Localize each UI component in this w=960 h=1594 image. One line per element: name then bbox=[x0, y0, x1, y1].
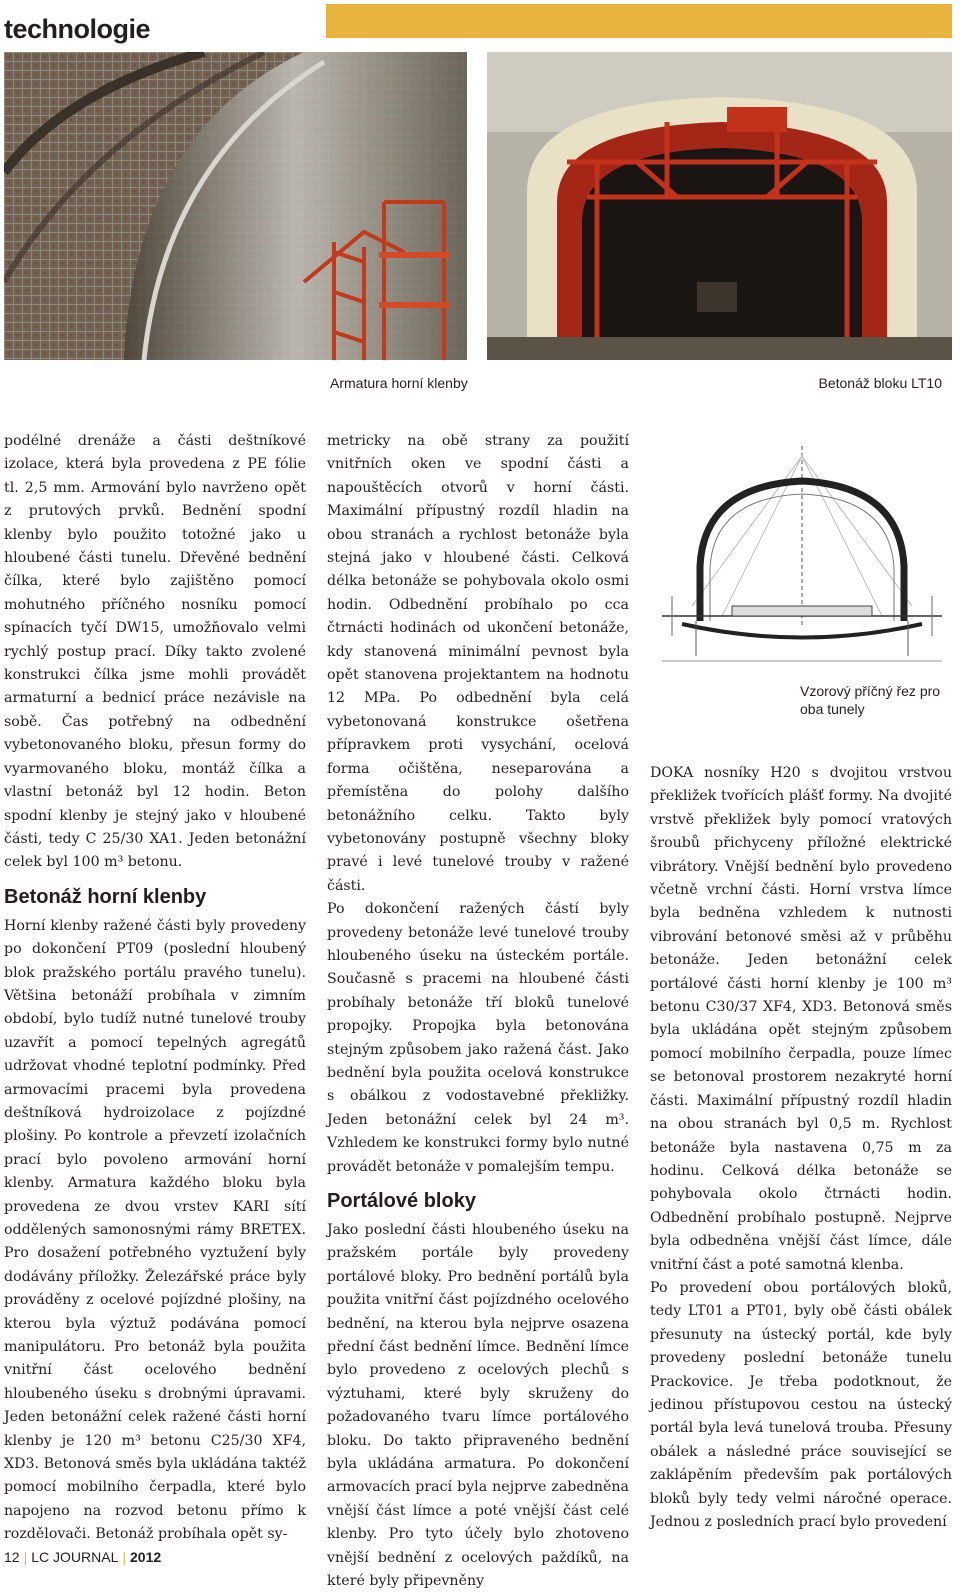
heading-horni-klenby: Betonáž horní klenby bbox=[4, 885, 207, 908]
tunnel-cross-section-diagram bbox=[652, 446, 952, 676]
page-number: 12 bbox=[4, 1549, 20, 1565]
text-column-2 bbox=[327, 430, 629, 1594]
paragraph: Po dokončení ražených částí byly provedeny betonáže levé tunelové trouby hloubeného úseku na ústeckém portále. Současně s pracemi na hloubené části probíhaly betonáže tří bloků tunelové propojky. Propojka byla betonována stejným způsobem jako ražená část. Jako bednění byla použita ocelová konstrukce s obálkou z vodostavebné překližky. Jeden betonážní celek byl 24 m³. Vzhledem ke konstrukci formy bylo nutné provádět betonáže v pomalejším tempu. bbox=[327, 901, 629, 1175]
paragraph: Po provedení obou portálových bloků, tedy LT01 a PT01, byly obě části obálek přesunuty na ústecký portál, kde byly provedeny poslední betonáže tunelu Prackovice. Je třeba podotknout, že jedinou přístupovou cestou na ústecký portál byla levá tunelová trouba. Přesuny obálek a následné práce související se zaklápěním především pak portálových bloků byly tedy velmi náročné operace. Jednou z posledních prací bylo provedení bbox=[650, 1279, 952, 1530]
caption-cross-section: Vzorový příčný řez pro oba tunely bbox=[800, 683, 941, 717]
text-column-3 bbox=[650, 762, 952, 1534]
header-accent-bar bbox=[326, 4, 952, 38]
section-label: technologie bbox=[4, 14, 151, 44]
heading-portalove-bloky: Portálové bloky bbox=[327, 1190, 476, 1212]
caption-reinforcement-photo: Armatura horní klenby bbox=[330, 375, 468, 391]
tunnel-portal-photo bbox=[487, 52, 952, 360]
tunnel-reinforcement-photo bbox=[4, 52, 467, 360]
page-footer bbox=[4, 1549, 161, 1565]
paragraph: metricky na obě strany za použití vnitřních oken ve spodní části a napouštěcích otvorů v horní části. Maximální přípustný rozdíl hladin na obou stranách a rychlost betonáže byla stejná jako v hloubené části. Celková délka betonáže se pohybovala okolo osmi hodin. Odbednění probíhalo po cca čtrnácti hodinách od ukončení betonáže, kdy stanovená minimální pevnost byla opět stanovena projektantem na hodnotu 12 MPa. Po odbednění byla celá vybetonovaná konstrukce ošetřena přípravkem proti vysychání, ocelová forma očištěna, neseparována a přemístěna do polohy dalšího betonážního celku. Takto byly vybetonovány postupně všechny bloky pravé i levé tunelové trouby v ražené části. bbox=[327, 433, 629, 894]
footer-separator: | bbox=[23, 1549, 28, 1565]
paragraph: Jako poslední části hloubeného úseku na pražském portále byly provedeny portálové bloky. Pro bednění portálů byla použita vnitřní část pojízdného ocelového bednění, na kterou byla nejprve osazena přední část bednění límce. Bednění límce bylo provedeno z ocelových plechů s výztuhami, které byly skruženy do požadovaného tvaru límce portálového bloku. Do takto připraveného bednění byla ukládána armatura. Po dokončení armovacích prací byla nejprve zabedněna vnější část límce a poté vnější část celé klenby. Pro tyto účely bylo zhotoveno vnější bednění z ocelových paždíků, na které byly připevněny bbox=[327, 1222, 629, 1590]
caption-portal-photo: Betonáž bloku LT10 bbox=[818, 375, 942, 391]
text-column-1 bbox=[4, 430, 306, 1547]
journal-name: LC JOURNAL bbox=[31, 1549, 119, 1565]
paragraph: DOKA nosníky H20 s dvojitou vrstvou překližek tvořících plášť formy. Na dvojité vrstvě překližek byly pomocí vratových šroubů přichyceny příložné elektrické vibrátory. Vnější bednění bylo provedeno včetně vrchní části. Horní vrstva límce byla bedněna vzhledem k nutnosti vibrování betonové směsi až v průběhu betonáže. Jeden betonážní celek portálové části horní klenby je 100 m³ betonu C30/37 XF4, XD3. Betonová směs byla ukládána opět stejným způsobem pomocí mobilního čerpadla, pouze límec se betonoval prostorem nezakryté horní části. Maximální přípustný rozdíl hladin na obou stranách byl 0,5 m. Rychlost betonáže byla nastavena 0,75 m za hodinu. Celková délka betonáže se pohybovala okolo čtrnácti hodin. Odbednění probíhalo postupně. Nejprve byla odbedněna vnější část límce, dále vnitřní část a poté samotná klenba. bbox=[650, 765, 952, 1273]
paragraph: Horní klenby ražené části byly provedeny po dokončení PT09 (poslední hloubený blok pražského portálu pravého tunelu). Většina betonáží probíhala v zimním období, bylo tudíž nutné tunelové trouby uzavřít a pomocí tepelných agregátů udržovat vhodné teplotní podmínky. Před armovacími pracemi byla provedena deštníková hydroizolace z pojízdné plošiny. Po kontrole a převzetí izolačních prací bylo povoleno armování horní klenby. Armatura každého bloku byla provedena ze dvou vrstev KARI sítí oddělených samonosnými rámy BRETEX. Pro dosažení potřebného vyztužení byly dodávány příložky. Železářské práce byly prováděny z ocelové pojízdné plošiny, na kterou byla výztuž podávána pomocí manipulátoru. Pro betonáž byla použita vnitřní část ocelového bednění hloubeného úseku s drobnými úpravami. Jeden betonážní celek ražené části horní klenby je 120 m³ betonu C25/30 XF4, XD3. Betonová směs byla ukládána taktéž pomocí mobilního čerpadla, které bylo napojeno na rozvod betonu přímo k rozdělovači. Betonáž probíhala opět sy- bbox=[4, 917, 306, 1543]
footer-separator: | bbox=[122, 1549, 126, 1565]
paragraph: podélné drenáže a části deštníkové izolace, která byla provedena z PE fólie tl. 2,5 mm. Armování bylo navrženo opět z prutových prvků. Bednění spodní klenby bylo použito totožné jako u hloubené části tunelu. Dřevěné bednění čílka, které bylo zajištěno pomocí mohutného příčného nosníku pomocí spínacích tyčí DW15, umožňovalo velmi rychlý postup prací. Díky takto zvolené konstrukci čílka jsme mohli provádět armaturní a bednicí práce nezávisle na sobě. Čas potřebný na odbednění vybetonovaného bloku, přesun formy do vyarmovaného bloku, montáž čílka a vlastní betonáž byl 12 hodin. Beton spodní klenby je stejný jako v hloubené části, tedy C 25/30 XA1. Jeden betonážní celek byl 100 m³ betonu. bbox=[4, 433, 306, 871]
journal-year: 2012 bbox=[130, 1549, 162, 1565]
